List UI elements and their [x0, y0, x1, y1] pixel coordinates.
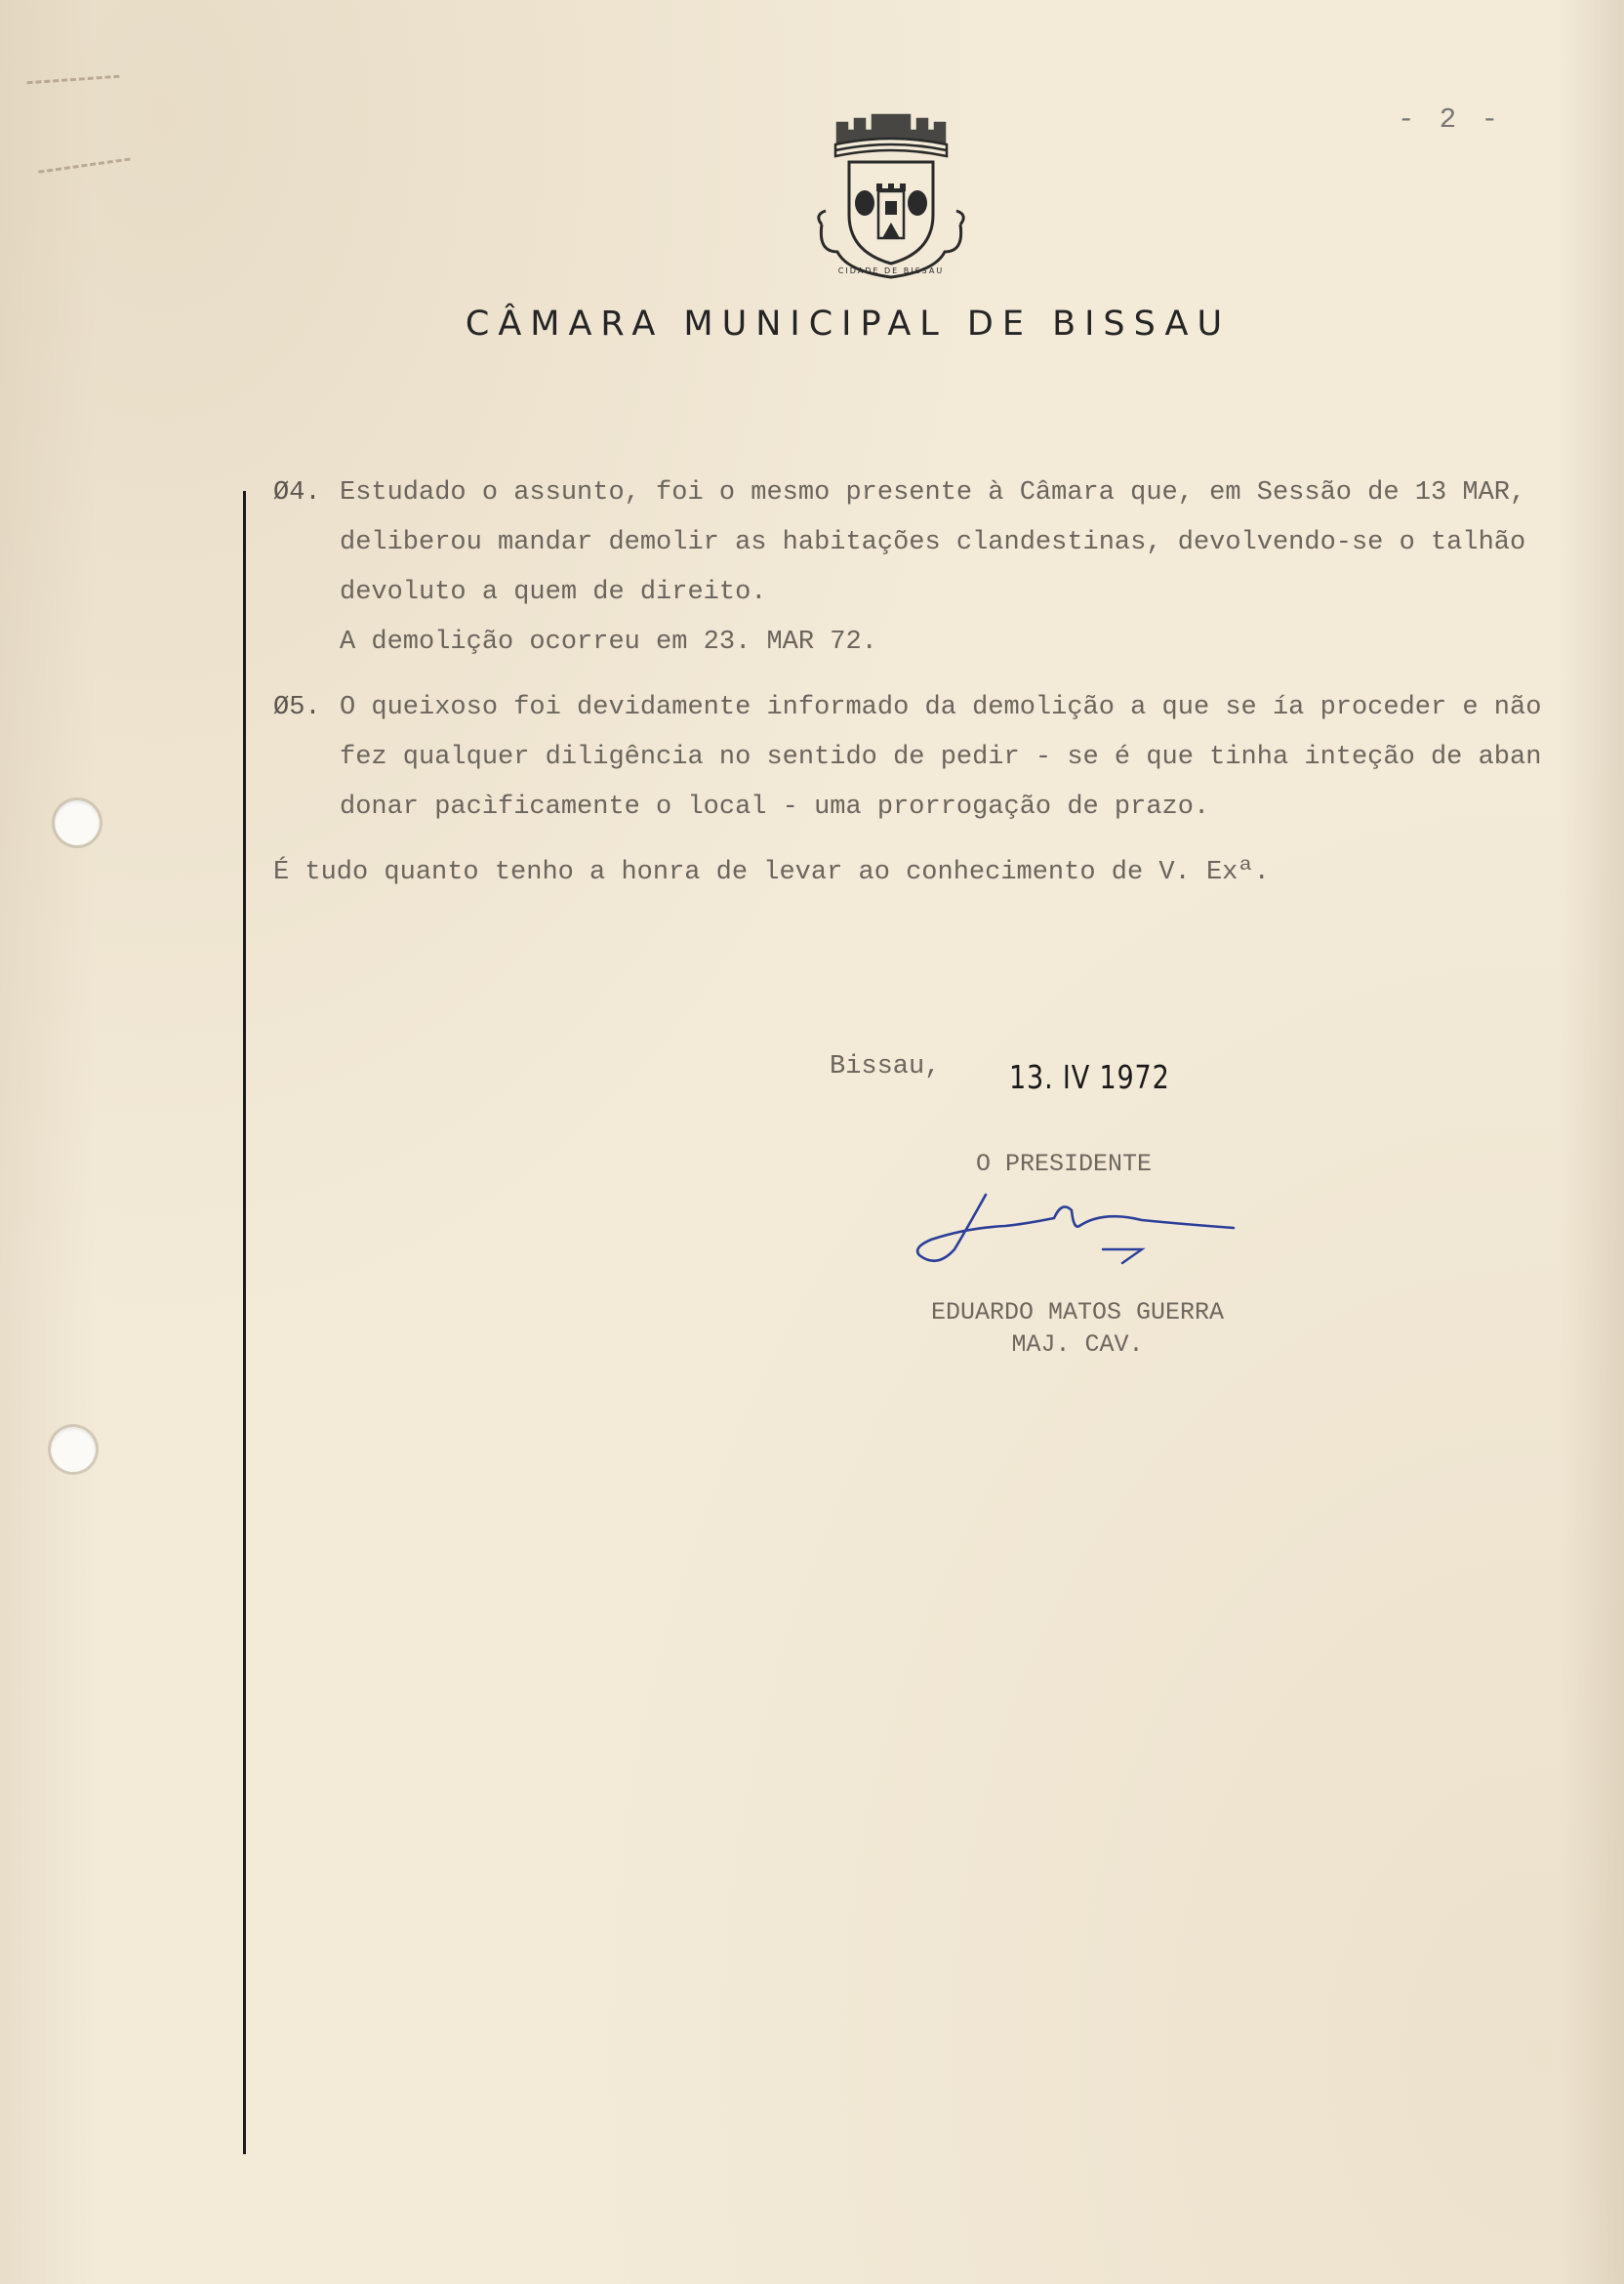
paragraph-line: devoluto a quem de direito. — [340, 578, 767, 607]
margin-rule — [243, 491, 246, 2154]
signatory-title: O PRESIDENTE — [976, 1150, 1153, 1178]
paragraph-number: Ø4. — [273, 478, 321, 508]
punch-hole — [51, 1427, 96, 1472]
signatory-name-block — [912, 1296, 1243, 1361]
letterhead-title-text: CÂMARA MUNICIPAL DE BISSAU — [465, 305, 1232, 344]
signatory-rank: MAJ. CAV. — [1011, 1330, 1144, 1359]
paragraph-05 — [273, 683, 1581, 833]
paragraph-line: deliberou mandar demolir as habitações clandestinas, devolvendo-se o talhão — [340, 528, 1526, 557]
paragraph-04 — [273, 469, 1581, 668]
paragraph-line: donar pacìficamente o local - uma prorrogação de prazo. — [340, 793, 1210, 822]
staple-mark — [26, 75, 120, 101]
punch-hole — [55, 800, 100, 845]
date-stamp: 13. IV 1972 — [1009, 1058, 1170, 1096]
place-label: Bissau, — [830, 1052, 941, 1081]
letterhead-title — [0, 305, 1624, 344]
paragraph-line: A demolição ocorreu em 23. MAR 72. — [340, 628, 877, 657]
staple-mark — [38, 157, 133, 188]
signatory-name: EDUARDO MATOS GUERRA — [930, 1298, 1225, 1326]
paragraph-line: O queixoso foi devidamente informado da demolição a que se ía proceder e não — [340, 693, 1542, 722]
letter-body — [273, 469, 1581, 898]
paragraph-line: fez qualquer diligência no sentido de pedir - se é que tinha inteção de aban — [340, 743, 1542, 772]
page-number: - 2 - — [1398, 103, 1503, 136]
municipal-coat-of-arms-icon — [808, 105, 974, 281]
closing-sentence: É tudo quanto tenho a honra de levar ao conhecimento de V. Exª. — [273, 858, 1270, 887]
paragraph-line: Estudado o assunto, foi o mesmo presente à Câmara que, em Sessão de 13 MAR, — [340, 478, 1526, 508]
crest-motto: CIDADE DE BISSAU — [837, 266, 945, 275]
handwritten-signature — [908, 1181, 1239, 1279]
paragraph-number: Ø5. — [273, 693, 321, 722]
